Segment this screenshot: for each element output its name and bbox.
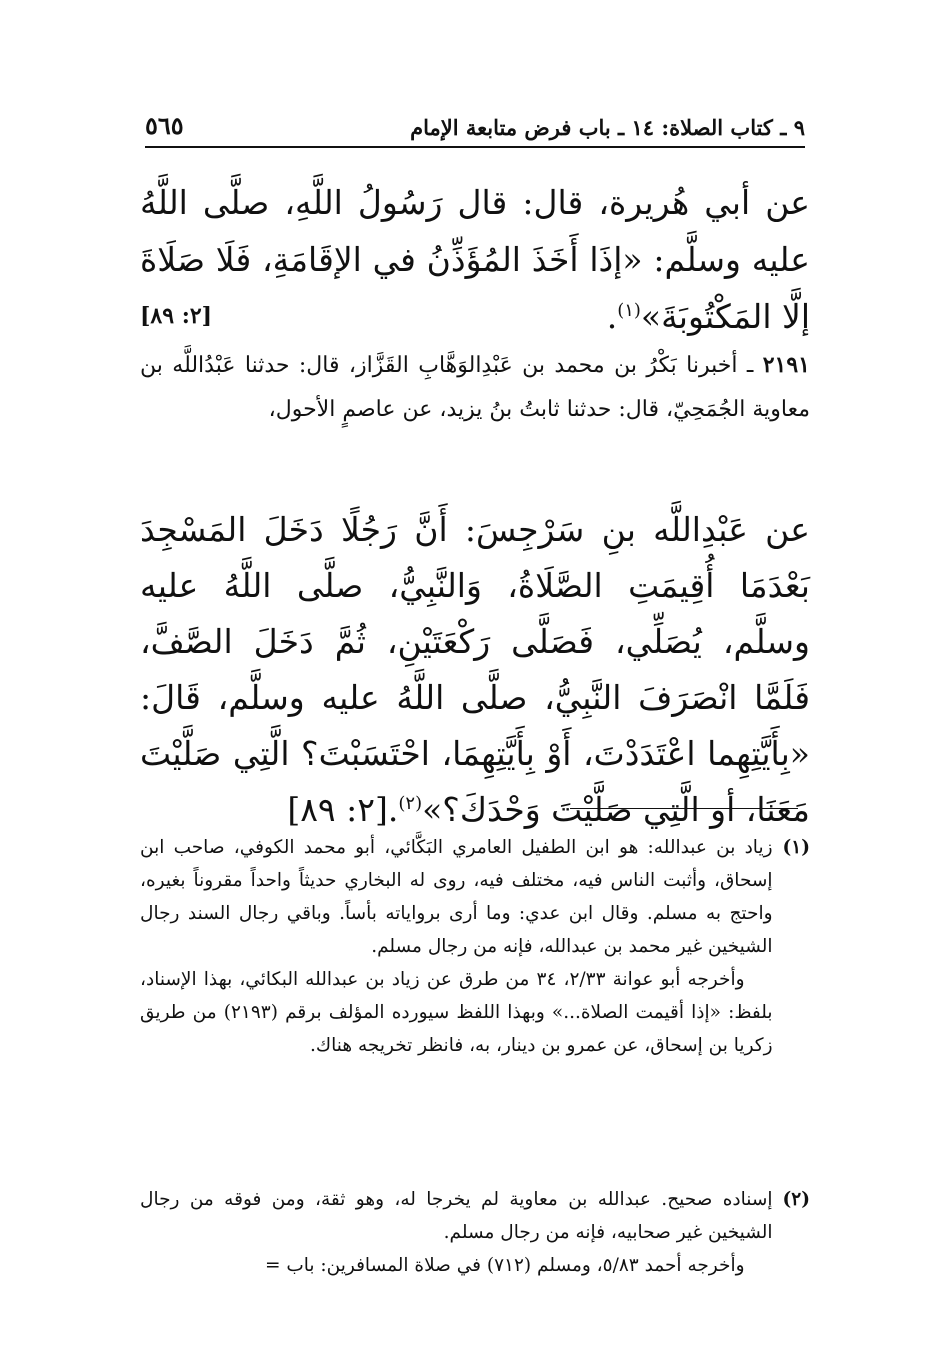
hadith-1-end: .	[606, 297, 618, 336]
hadith-2-reference: [٢: ٨٩]	[287, 790, 388, 829]
isnad-text: ـ أخبرنا بَكْرُ بن محمد بن عَبْدِالوَهَّابِ القَزَّاز، قال: حدثنا عَبْدُاللَّه بن معاوية الجُمَحِيّ، قال: حدثنا ثابتُ بنُ يزيد، عن عاصمٍ الأحول،	[140, 353, 810, 422]
footnote-1-paragraph-1: زياد بن عبدالله: هو ابن الطفيل العامري البَكَّائي، أبو محمد الكوفي، صاحب ابن إسحاق، وأثبت الناس فيه، مختلف فيه، روى له البخاري حديثاً واحداً مقروناً بغيره، واحتج به مسلم. وقال ابن عدي: وما أرى برواياته بأساً. وباقي رجال السند رجال الشيخين غير محمد بن عبدالله، فإنه من رجال مسلم.	[140, 837, 773, 957]
footnote-2	[140, 1183, 810, 1282]
hadith-2	[140, 502, 810, 838]
footnote-2-paragraph-2: وأخرجه أحمد ٥/٨٣، ومسلم (٧١٢) في صلاة المسافرين: باب =	[264, 1255, 745, 1276]
footnote-mark-2: (٢)	[398, 793, 423, 814]
page-header	[145, 108, 805, 148]
footnote-mark-1: (١)	[617, 300, 641, 321]
footnote-1-number: (١)	[782, 837, 810, 858]
isnad	[140, 343, 810, 432]
hadith-1	[140, 174, 810, 345]
hadith-1-reference: [٢: ٨٩]	[140, 303, 213, 329]
footnote-separator	[570, 808, 798, 809]
hadith-number: ٢١٩١	[762, 352, 810, 378]
footnote-1-paragraph-2: وأخرجه أبو عوانة ٢/٣٣، ٣٤ من طرق عن زياد بن عبدالله البكائي، بهذا الإسناد، بلفظ: «إذا أقيمت الصلاة...» وبهذا اللفظ سيورده المؤلف برقم (٢١٩٣) من طريق زكريا بن إسحاق، عن عمرو بن دينار، به، فانظر تخريجه هناك.	[140, 969, 773, 1056]
running-title: ٩ ـ كتاب الصلاة: ١٤ ـ باب فرض متابعة الإمام	[410, 115, 805, 140]
footnote-1	[140, 831, 810, 1062]
hadith-1-text: عن أبي هُريرة، قال: قال رَسُولُ اللَّهِ، صلَّى اللَّهُ عليه وسلَّم: «إذَا أَخَذَ المُؤَذِّنُ في الإقَامَةِ، فَلَا صَلَاةَ إلَّا المَكْتُوبَةَ»	[140, 183, 810, 336]
footnote-2-paragraph-1: إسناده صحيح. عبدالله بن معاوية لم يخرجا له، وهو ثقة، ومن فوقه من رجال الشيخين غير صحابيه، فإنه من رجال مسلم.	[140, 1189, 773, 1243]
hadith-2-end: .	[387, 790, 399, 829]
footnote-2-number: (٢)	[782, 1189, 810, 1210]
hadith-2-text: عن عَبْدِاللَّه بنِ سَرْجِسَ: أَنَّ رَجُلًا دَخَلَ المَسْجِدَ بَعْدَمَا أُقِيمَتِ الصَّلَاةُ، وَالنَّبِيُّ، صلَّى اللَّهُ عليه وسلَّم، يُصَلِّي، فَصَلَّى رَكْعَتَيْنِ، ثُمَّ دَخَلَ الصَّفَّ، فَلَمَّا انْصَرَفَ النَّبِيُّ، صلَّى اللَّهُ عليه وسلَّم، قَالَ: «بِأَيَّتِهِما اعْتَدَدْتَ، أَوْ بِأَيَّتِهِمَا، احْتَسَبْتَ؟ الَّتِي صَلَّيْتَ مَعَنَا، أو الَّتِي صَلَّيْتَ وَحْدَكَ؟»	[140, 510, 810, 829]
page-number: ٥٦٥	[145, 111, 184, 140]
